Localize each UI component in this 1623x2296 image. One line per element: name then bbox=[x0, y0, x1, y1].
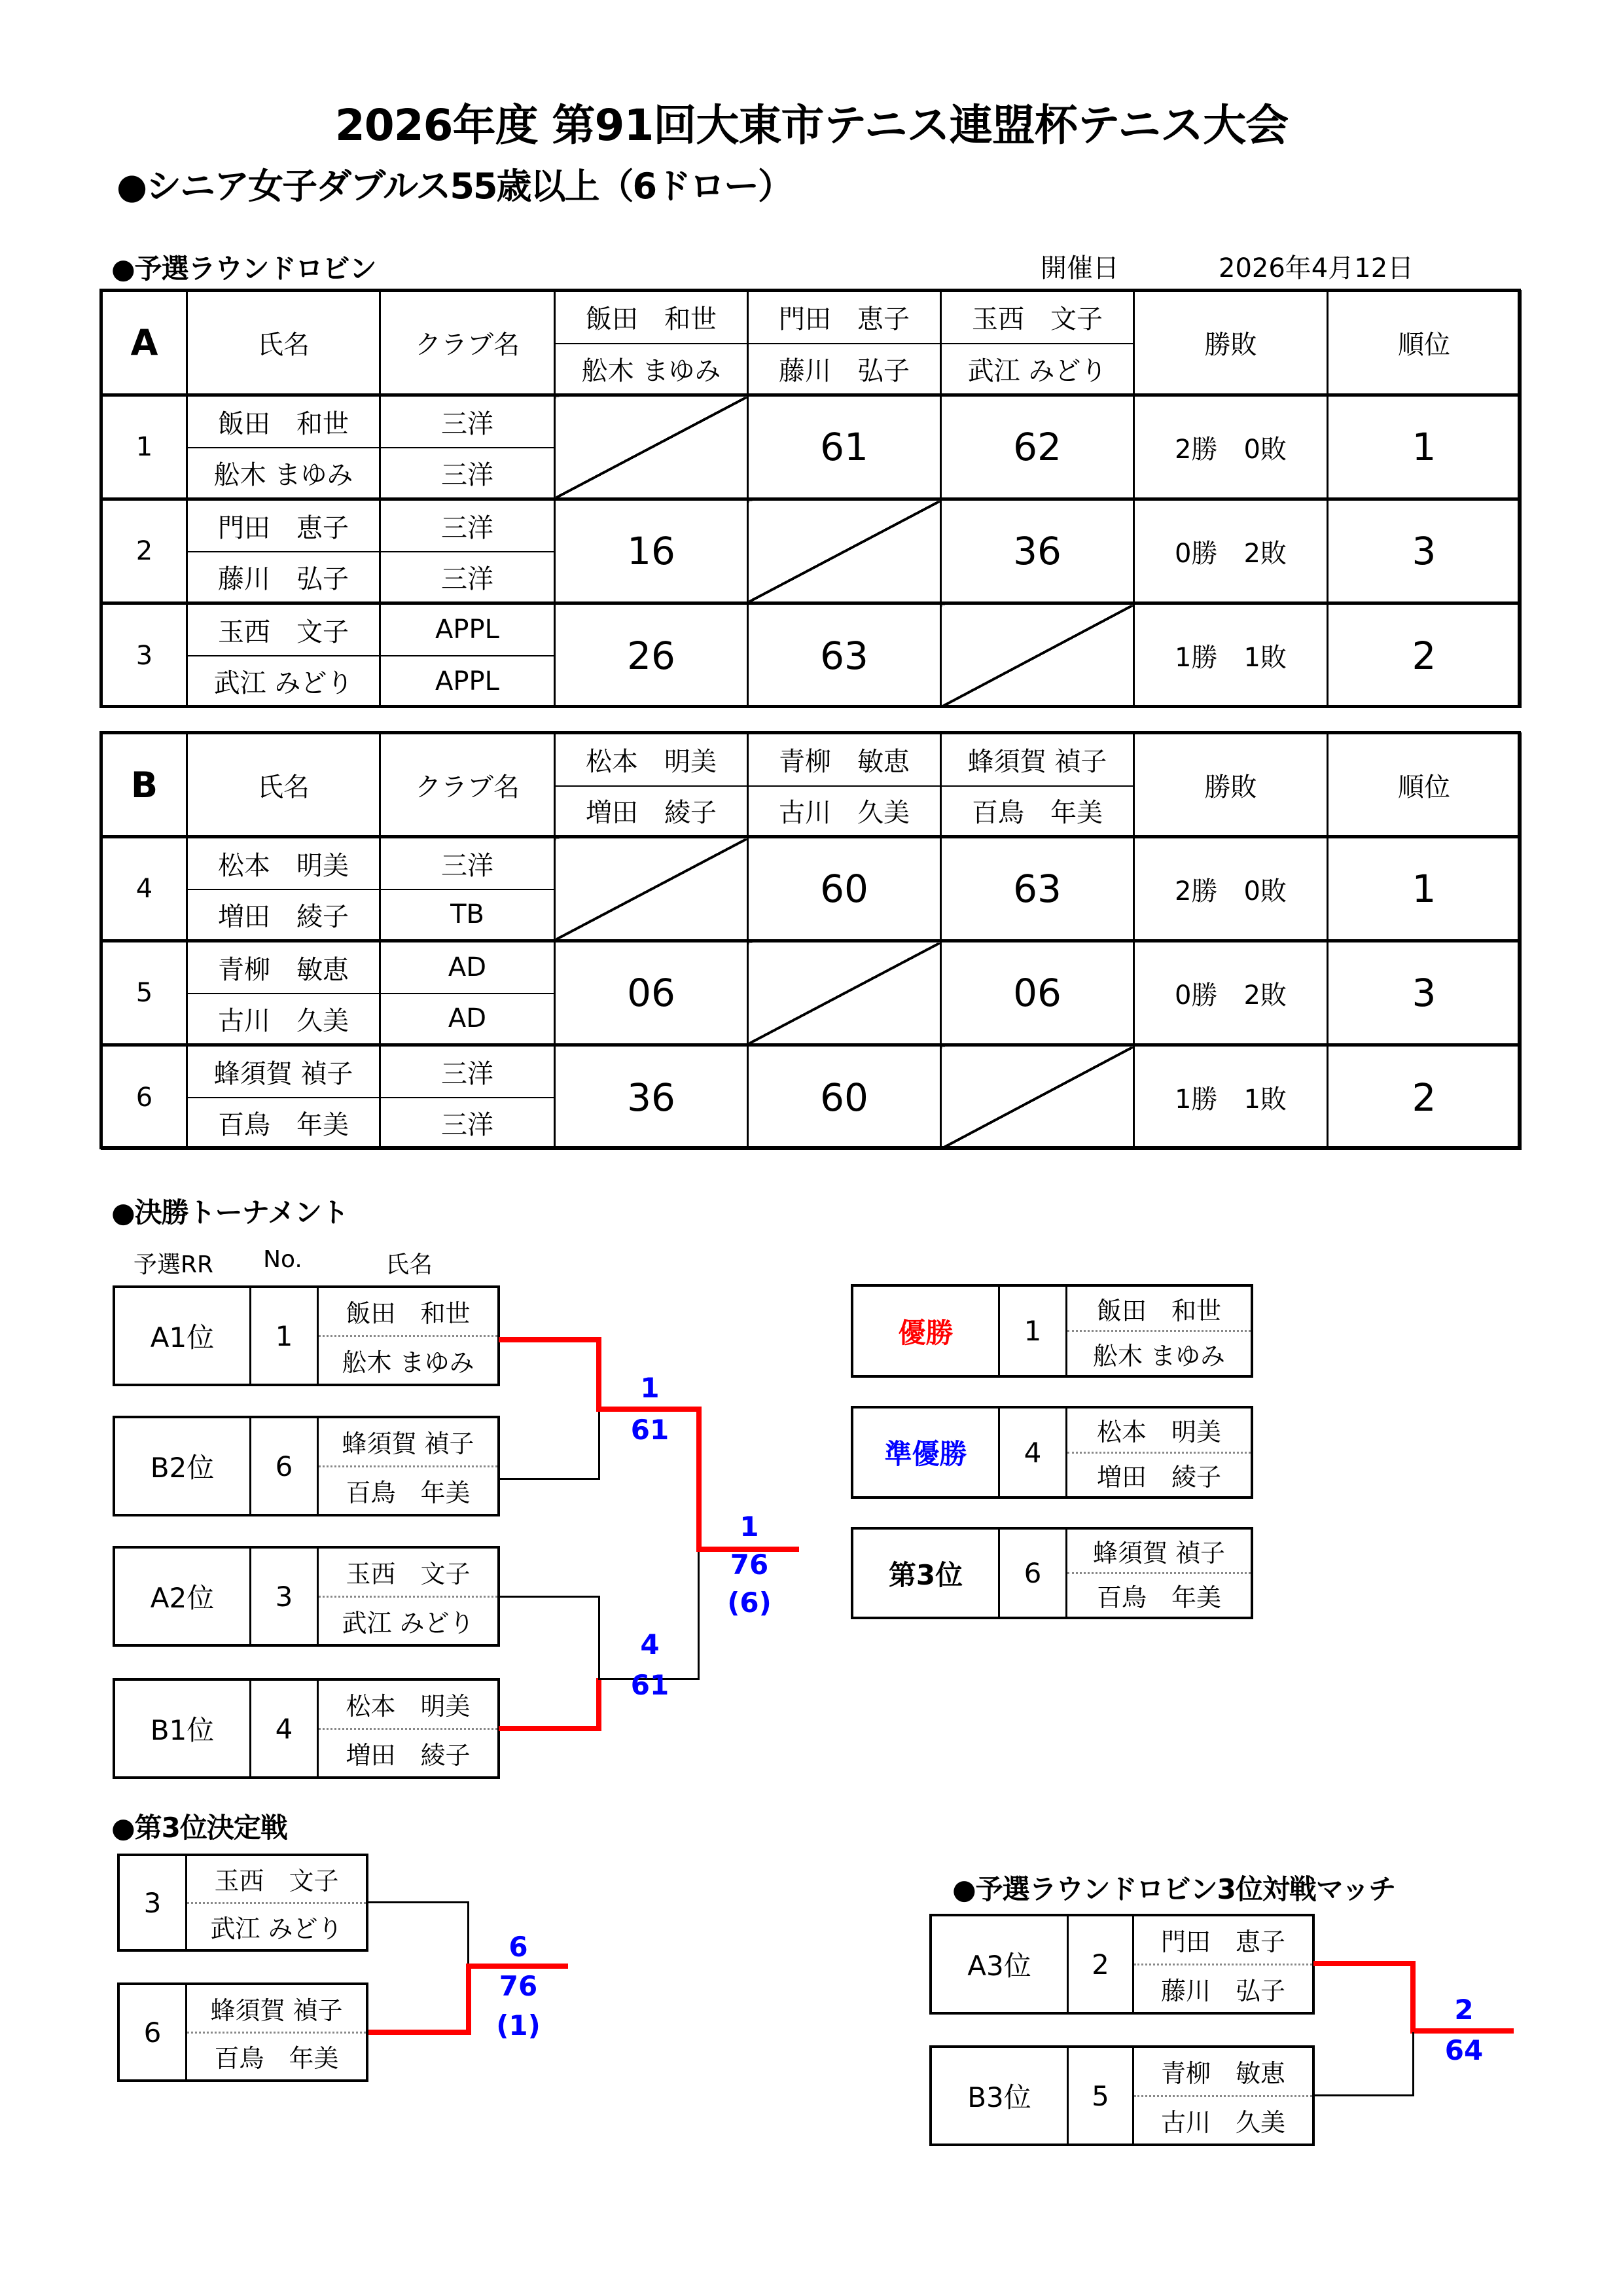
record-cell: 1勝 1敗 bbox=[1134, 603, 1328, 708]
self-match-cell bbox=[748, 941, 941, 1045]
player-name: 門田 恵子 bbox=[187, 499, 380, 552]
score-cell: 63 bbox=[941, 837, 1134, 941]
final-tournament-heading: ●決勝トーナメント bbox=[111, 1196, 348, 1229]
table-row bbox=[102, 941, 1521, 994]
entry-no: 4 bbox=[1000, 1408, 1067, 1496]
player-name: 古川 久美 bbox=[187, 994, 380, 1045]
player-name: 飯田 和世 bbox=[1067, 1287, 1251, 1332]
bracket-line bbox=[499, 1596, 600, 1598]
player-name: 松本 明美 bbox=[187, 837, 380, 889]
bracket-entry bbox=[113, 1678, 500, 1779]
score-cell: 61 bbox=[748, 395, 941, 499]
rank-cell: 2 bbox=[1328, 603, 1521, 708]
col-header-rr: 予選RR bbox=[133, 1251, 214, 1278]
player-name: 蜂須賀 禎子 bbox=[1067, 1530, 1251, 1574]
table-row bbox=[102, 499, 1521, 552]
bracket-line-win bbox=[499, 1726, 601, 1731]
header-opponent-1b: 舩木 まゆみ bbox=[555, 344, 748, 395]
player-name: 玉西 文子 bbox=[187, 603, 380, 656]
bracket-line-win bbox=[368, 2030, 471, 2035]
score-cell: 06 bbox=[555, 941, 748, 1045]
seed-label: B2位 bbox=[115, 1418, 251, 1514]
group-label: B bbox=[102, 734, 187, 837]
player-name: 百鳥 年美 bbox=[214, 2044, 339, 2073]
header-opponent-6a: 蜂須賀 禎子 bbox=[941, 734, 1134, 786]
player-name: 舩木 まゆみ bbox=[342, 1348, 474, 1377]
score-cell: 62 bbox=[941, 395, 1134, 499]
bracket-line bbox=[368, 1901, 469, 1903]
record-cell: 0勝 2敗 bbox=[1134, 941, 1328, 1045]
seed-label: B1位 bbox=[115, 1681, 251, 1776]
rank-cell: 1 bbox=[1328, 837, 1521, 941]
bracket-entry bbox=[113, 1285, 500, 1386]
header-club: クラブ名 bbox=[380, 291, 555, 395]
header-opponent-6b: 百鳥 年美 bbox=[941, 786, 1134, 837]
header-opponent-5a: 青柳 敏恵 bbox=[748, 734, 941, 786]
score-cell: 63 bbox=[748, 603, 941, 708]
self-match-cell bbox=[941, 603, 1134, 708]
bracket-entry bbox=[117, 1854, 368, 1952]
header-opponent-4b: 増田 綾子 bbox=[555, 786, 748, 837]
self-match-cell bbox=[555, 395, 748, 499]
seed-label: A2位 bbox=[115, 1549, 251, 1644]
bracket-line-win bbox=[466, 1964, 568, 1969]
player-name: 百鳥 年美 bbox=[187, 1098, 380, 1149]
club-name: 三洋 bbox=[380, 837, 555, 889]
player-name: 百鳥 年美 bbox=[1096, 1583, 1221, 1612]
seed-label: B3位 bbox=[932, 2048, 1069, 2144]
result-runner-up bbox=[851, 1406, 1253, 1499]
header-name: 氏名 bbox=[187, 291, 380, 395]
entry-no: 3 bbox=[120, 1856, 187, 1949]
header-opponent-2b: 藤川 弘子 bbox=[748, 344, 941, 395]
player-name: 武江 みどり bbox=[210, 1914, 343, 1943]
table-row bbox=[102, 837, 1521, 889]
group-b-table bbox=[101, 732, 1522, 1150]
third-winner: 6 bbox=[508, 1931, 528, 1963]
group-label: A bbox=[102, 291, 187, 395]
player-name: 飯田 和世 bbox=[187, 395, 380, 448]
table-row bbox=[102, 1045, 1521, 1098]
sf1-winner: 1 bbox=[640, 1372, 660, 1404]
rank-cell: 3 bbox=[1328, 941, 1521, 1045]
page-title: 2026年度 第91回大東市テニス連盟杯テニス大会 bbox=[334, 100, 1289, 151]
player-name: 増田 綾子 bbox=[187, 889, 380, 941]
bracket-entry bbox=[113, 1416, 500, 1516]
final-tiebreak: (6) bbox=[727, 1587, 772, 1619]
header-record: 勝敗 bbox=[1134, 734, 1328, 837]
header-record: 勝敗 bbox=[1134, 291, 1328, 395]
bracket-line bbox=[499, 1478, 600, 1480]
player-name: 増田 綾子 bbox=[1096, 1462, 1221, 1492]
score-cell: 36 bbox=[941, 499, 1134, 603]
result-label: 優勝 bbox=[853, 1287, 1000, 1375]
self-match-cell bbox=[748, 499, 941, 603]
club-name: 三洋 bbox=[380, 395, 555, 448]
player-name: 百鳥 年美 bbox=[346, 1478, 471, 1507]
bracket-entry bbox=[929, 1914, 1315, 2015]
club-name: 三洋 bbox=[380, 499, 555, 552]
club-name: 三洋 bbox=[380, 552, 555, 603]
result-third bbox=[851, 1527, 1253, 1619]
team-no: 6 bbox=[102, 1045, 187, 1149]
header-rank: 順位 bbox=[1328, 291, 1521, 395]
player-name: 舩木 まゆみ bbox=[187, 448, 380, 499]
sf1-score: 61 bbox=[630, 1414, 669, 1446]
score-cell: 60 bbox=[748, 837, 941, 941]
player-name: 青柳 敏恵 bbox=[1134, 2048, 1312, 2097]
player-name: 玉西 文子 bbox=[187, 1856, 366, 1904]
bracket-entry bbox=[113, 1546, 500, 1647]
rank-cell: 2 bbox=[1328, 1045, 1521, 1149]
final-winner: 1 bbox=[740, 1511, 759, 1543]
player-name: 増田 綾子 bbox=[346, 1740, 471, 1770]
score-cell: 60 bbox=[748, 1045, 941, 1149]
score-cell: 06 bbox=[941, 941, 1134, 1045]
header-opponent-1a: 飯田 和世 bbox=[555, 291, 748, 344]
player-name: 武江 みどり bbox=[342, 1608, 474, 1638]
club-name: AD bbox=[380, 941, 555, 994]
club-name: APPL bbox=[380, 603, 555, 656]
player-name: 玉西 文子 bbox=[319, 1549, 497, 1598]
entry-no: 4 bbox=[251, 1681, 319, 1776]
third-tiebreak: (1) bbox=[496, 2009, 541, 2041]
player-name: 蜂須賀 禎子 bbox=[319, 1418, 497, 1467]
entry-no: 5 bbox=[1069, 2048, 1134, 2144]
seed-label: A1位 bbox=[115, 1288, 251, 1384]
player-name: 青柳 敏恵 bbox=[187, 941, 380, 994]
entry-no: 1 bbox=[1000, 1287, 1067, 1375]
bracket-entry bbox=[929, 2045, 1315, 2146]
player-name: 武江 みどり bbox=[187, 656, 380, 708]
record-cell: 2勝 0敗 bbox=[1134, 837, 1328, 941]
result-label: 準優勝 bbox=[853, 1408, 1000, 1496]
player-name: 舩木 まゆみ bbox=[1092, 1341, 1226, 1371]
rr3-score: 64 bbox=[1444, 2034, 1484, 2066]
player-name: 藤川 弘子 bbox=[187, 552, 380, 603]
player-name: 藤川 弘子 bbox=[1160, 1976, 1285, 2005]
player-name: 蜂須賀 禎子 bbox=[187, 1045, 380, 1098]
player-name: 松本 明美 bbox=[319, 1681, 497, 1730]
header-opponent-3a: 玉西 文子 bbox=[941, 291, 1134, 344]
score-cell: 16 bbox=[555, 499, 748, 603]
entry-no: 1 bbox=[251, 1288, 319, 1384]
bracket-line-win bbox=[596, 1407, 702, 1412]
record-cell: 2勝 0敗 bbox=[1134, 395, 1328, 499]
col-header-no: No. bbox=[263, 1246, 302, 1273]
result-champion bbox=[851, 1284, 1253, 1378]
entry-no: 6 bbox=[251, 1418, 319, 1514]
table-row bbox=[102, 603, 1521, 656]
player-name: 松本 明美 bbox=[1067, 1408, 1251, 1454]
bracket-line-win bbox=[1313, 1961, 1416, 1966]
rank-cell: 3 bbox=[1328, 499, 1521, 603]
round-robin-heading: ●予選ラウンドロビン bbox=[111, 253, 376, 285]
bracket-entry bbox=[117, 1982, 368, 2082]
player-name: 門田 恵子 bbox=[1134, 1916, 1312, 1965]
self-match-cell bbox=[941, 1045, 1134, 1149]
final-score: 76 bbox=[730, 1549, 769, 1581]
player-name: 蜂須賀 禎子 bbox=[187, 1985, 366, 2034]
player-name: 古川 久美 bbox=[1160, 2108, 1285, 2137]
score-cell: 26 bbox=[555, 603, 748, 708]
bracket-line-win bbox=[499, 1337, 601, 1342]
third-place-heading: ●第3位決定戦 bbox=[111, 1812, 287, 1844]
sf2-score: 61 bbox=[630, 1669, 669, 1701]
club-name: AD bbox=[380, 994, 555, 1045]
club-name: 三洋 bbox=[380, 1098, 555, 1149]
header-opponent-3b: 武江 みどり bbox=[941, 344, 1134, 395]
header-club: クラブ名 bbox=[380, 734, 555, 837]
team-no: 3 bbox=[102, 603, 187, 708]
date-value: 2026年4月12日 bbox=[1219, 253, 1414, 283]
header-rank: 順位 bbox=[1328, 734, 1521, 837]
team-no: 4 bbox=[102, 837, 187, 941]
date-label: 開催日 bbox=[1041, 253, 1119, 283]
entry-no: 3 bbox=[251, 1549, 319, 1644]
third-score: 76 bbox=[499, 1970, 538, 2002]
bracket-line-win bbox=[1410, 2028, 1514, 2034]
team-no: 5 bbox=[102, 941, 187, 1045]
club-name: TB bbox=[380, 889, 555, 941]
team-no: 1 bbox=[102, 395, 187, 499]
group-a-table bbox=[101, 290, 1522, 708]
header-name: 氏名 bbox=[187, 734, 380, 837]
col-header-name: 氏名 bbox=[385, 1251, 433, 1278]
team-no: 2 bbox=[102, 499, 187, 603]
header-opponent-4a: 松本 明美 bbox=[555, 734, 748, 786]
entry-no: 2 bbox=[1069, 1916, 1134, 2012]
result-label: 第3位 bbox=[853, 1530, 1000, 1617]
club-name: 三洋 bbox=[380, 1045, 555, 1098]
bracket-line bbox=[1313, 2094, 1414, 2096]
entry-no: 6 bbox=[120, 1985, 187, 2079]
record-cell: 0勝 2敗 bbox=[1134, 499, 1328, 603]
header-opponent-2a: 門田 恵子 bbox=[748, 291, 941, 344]
table-row bbox=[102, 395, 1521, 448]
player-name: 飯田 和世 bbox=[319, 1288, 497, 1337]
rank-cell: 1 bbox=[1328, 395, 1521, 499]
header-opponent-5b: 古川 久美 bbox=[748, 786, 941, 837]
event-subtitle: ●シニア女子ダブルス55歳以上（6ドロー） bbox=[116, 166, 793, 207]
entry-no: 6 bbox=[1000, 1530, 1067, 1617]
score-cell: 36 bbox=[555, 1045, 748, 1149]
sf2-winner: 4 bbox=[640, 1628, 660, 1660]
rr3-winner: 2 bbox=[1454, 1994, 1474, 2026]
seed-label: A3位 bbox=[932, 1916, 1069, 2012]
rr3-heading: ●予選ラウンドロビン3位対戦マッチ bbox=[952, 1873, 1396, 1905]
self-match-cell bbox=[555, 837, 748, 941]
record-cell: 1勝 1敗 bbox=[1134, 1045, 1328, 1149]
club-name: 三洋 bbox=[380, 448, 555, 499]
club-name: APPL bbox=[380, 656, 555, 708]
